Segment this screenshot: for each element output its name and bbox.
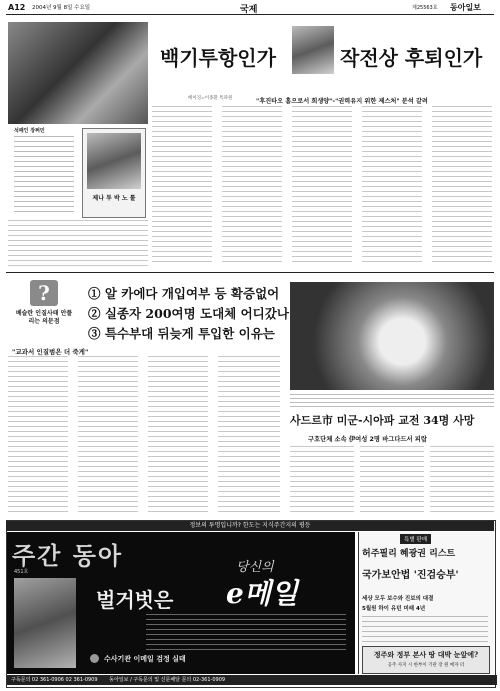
subhead: "후진타오 홈으로서 희생양"-"권력유지 위한 제스처" 분석 갈려 — [256, 98, 428, 105]
ad-right-title2: 국가보안법 '진검승부' — [362, 570, 459, 581]
header-rule — [6, 14, 494, 15]
byline: 베이징=이종환 특파원 — [188, 96, 233, 101]
ad-body-text — [146, 614, 346, 652]
ad-section-label: 수사기관 이메일 검정 실태 — [104, 655, 186, 663]
top-article-body — [152, 106, 492, 266]
magazine-issue: 451호 — [14, 569, 29, 575]
ad-right-bottom-sub: 공주 사지 시 한부이 기관 장 원 매자 터 — [387, 663, 465, 668]
left-article-text — [8, 220, 148, 268]
ad-right-bottom-title: 정주와 정부 본사 땅 대박 눈앞에? — [373, 650, 479, 659]
section-name: 국제 — [240, 5, 258, 15]
ad-sub-headline: 당신의 — [236, 560, 274, 575]
ad-right-item2: 5월원 하이 유턴 미래 4년 — [362, 606, 426, 612]
sidebar-box — [82, 128, 146, 218]
news-photo-portrait — [292, 26, 334, 74]
question-tag: ? — [30, 280, 58, 306]
date-line: 2004년 9월 8일 수요일 — [32, 5, 91, 11]
ad-right-item1: 세상 모두 보수와 진보의 대결 — [362, 596, 434, 602]
bullet-2: ② 실종자 200여명 도대체 어디갔나 — [88, 306, 289, 321]
ad-right-title1: 허주필리 혜광권 리스트 — [362, 549, 456, 559]
footer-text: 동아일보 / 구독문의 및 신문배달 문의 02-361-0909 — [109, 677, 226, 683]
right-story-title: 사드르市 미군-시아파 교전 34명 사망 — [290, 414, 475, 427]
ad-banner: 정보의 투명입니까? 한도는 지식주간지의 평등 — [6, 521, 494, 531]
beslan-quote-head: "교과서 인질범은 더 죽게" — [12, 348, 89, 356]
magazine-title: 주간 동아 — [12, 541, 124, 570]
photo-caption: 석패인 장쩌민 — [14, 128, 45, 134]
edition: 제25563호 — [412, 5, 438, 11]
mid-rule — [6, 272, 494, 273]
bullet-3: ③ 특수부대 뒤늦게 투입한 이유는 — [88, 326, 275, 341]
news-photo-burning-car — [290, 282, 494, 390]
paper-name: 동아일보 — [450, 2, 481, 12]
magazine-cover-image — [14, 578, 76, 668]
beslan-article-body — [8, 356, 282, 514]
headline-left: 백기투항인가 — [160, 46, 276, 70]
sidebar-label: 제나 투 박 노 툴 — [92, 195, 136, 202]
ad-contact: 구독문의 02 361-0906 02 361-0909 — [11, 677, 98, 683]
ad-right-bottom-box — [362, 646, 490, 674]
ad-right-top: 특별 판매 — [400, 534, 431, 544]
question-tag-label: 베슬란 인질사태 안풀리는 의문점 — [15, 310, 73, 326]
ad-headline-big: e메일 — [226, 577, 298, 610]
right-story-body — [290, 446, 494, 514]
ad-footer — [7, 675, 497, 685]
ad-right-list — [362, 616, 488, 642]
ad-section-icon — [90, 654, 99, 663]
caption-text-block — [14, 136, 74, 214]
page-number: A12 — [8, 3, 26, 12]
bullet-1: ① 알 카에다 개입여부 등 확증없어 — [88, 286, 280, 301]
headline-right: 작전상 후퇴인가 — [340, 46, 483, 70]
news-photo-leaders — [8, 22, 148, 124]
sidebar-photo — [87, 133, 141, 189]
right-story-subtitle: 구호단체 소속 伊여성 2명 바그다드서 피랍 — [308, 436, 427, 443]
photo-caption-block — [290, 394, 494, 408]
ad-headline-small: 벌거벗은 — [96, 588, 174, 612]
